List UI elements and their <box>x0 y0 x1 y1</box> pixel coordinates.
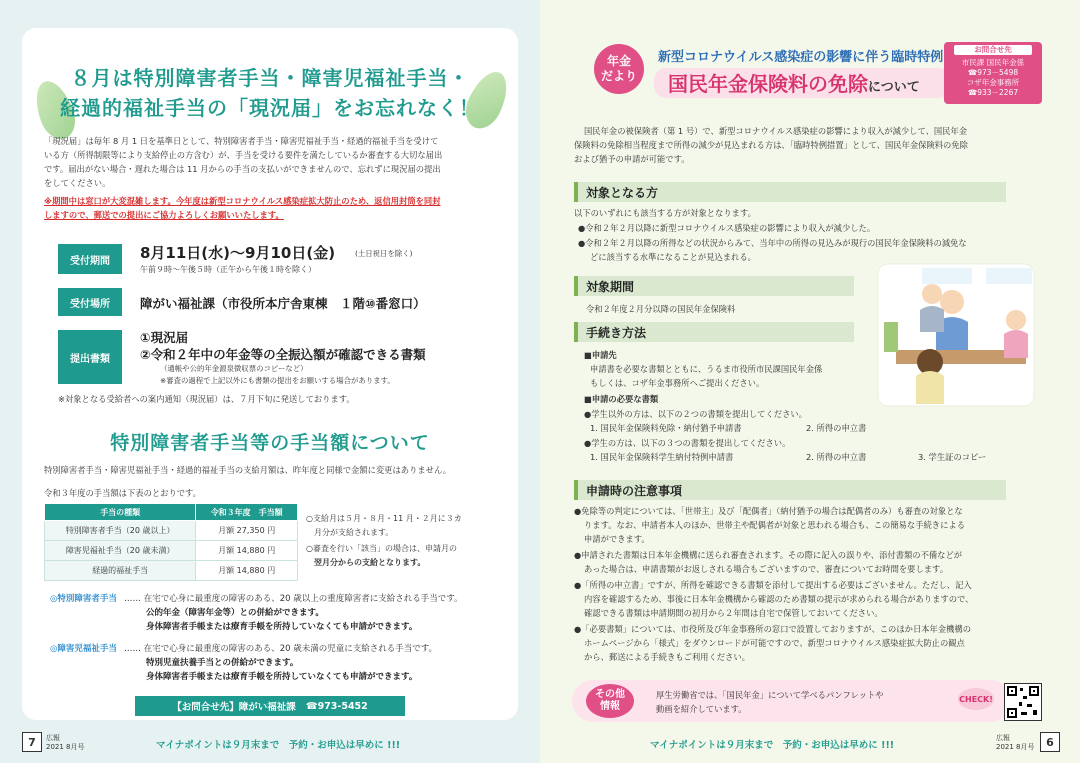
sec4-line: ●申請された書類は日本年金機構に送られ審査されます。その際に記入の誤りや、添付書類の不備などが <box>574 550 963 560</box>
table-cell: 月額 14,880 円 <box>196 541 298 561</box>
sec3-item: 2. 所得の申立書 <box>806 452 867 462</box>
pay-note: 翌月分からの支給となります。 <box>314 558 426 567</box>
sec4-line: ●「所得の申立書」ですが、所得を確認できる書類を添付して提出する必要はございません。ただし、記入 <box>574 580 972 590</box>
qr-code-icon[interactable] <box>1004 683 1042 721</box>
sec4-line: あった場合は、申請書類がお返しされる場合もございますので、審査についてお時間を要します。 <box>584 564 948 574</box>
table-cell: 月額 14,880 円 <box>196 561 298 581</box>
intro-line: 保険料の免除相当程度まで所得の減少が見込まれる方は、「臨時特例措置」として、国民年金保険料の免除 <box>574 140 968 150</box>
intro-line: 「現況届」は毎年 8 月 1 日を基準日として、特別障害者手当・障害児福祉手当・経過的福祉手当を受けて <box>44 136 439 146</box>
table-header: 手当の種類 <box>45 504 196 521</box>
pay-note: ○審査を行い「該当」の場合は、申請月の <box>306 544 457 553</box>
period-hours: 午前９時～午後５時（正午から午後１時を除く） <box>140 265 316 274</box>
place-value: 障がい福祉課（市役所本庁舎東棟 １階⑩番窓口） <box>140 296 426 311</box>
sec2-text: 令和２年度２月分以降の国民年金保険料 <box>586 304 736 314</box>
other-info-text: 動画を紹介しています。 <box>656 704 747 714</box>
sec3-item: 3. 学生証のコピー <box>918 452 987 462</box>
sec4-line: ります。なお、申請者本人のほか、世帯主や配偶者が対象と思われる場合も、この簡易な手続きによる <box>584 520 965 530</box>
mail-note: ※対象となる受給者への案内通知（現況届）は、７月下旬に発送しております。 <box>58 394 355 404</box>
def-line: …… 在宅で心身に最重度の障害のある、20 歳以上の重度障害者に支給される手当です。 <box>124 594 463 604</box>
sec3-heading: ■申請の必要な書類 <box>584 394 659 404</box>
period-note: (土日祝日を除く) <box>355 249 413 258</box>
sec3-bullet: ●学生以外の方は、以下の２つの書類を提出してください。 <box>584 409 807 419</box>
intro-line: いる方（所得制限等により支給停止の方含む）が、手当を受ける要件を満たしているか審査する大切な届出 <box>44 150 443 160</box>
sec4-line: 申請ができます。 <box>584 534 650 544</box>
sec4-line: ホームページから「様式」をダウンロードが可能ですので、新型コロナウイルス感染症拡大防止の観点 <box>584 638 965 648</box>
left-title-line1: ８月は特別障害者手当・障害児福祉手当・ <box>70 66 470 90</box>
pay-note: 月分が支給されます。 <box>314 528 394 537</box>
table-row <box>45 541 298 561</box>
amount-title: 特別障害者手当等の手当額について <box>110 432 430 454</box>
section-heading: 申請時の注意事項 <box>574 480 1006 500</box>
sec4-line: から、郵送による手続きもご利用ください。 <box>584 652 750 662</box>
amount-intro: 特別障害者手当・障害児福祉手当・経過的福祉手当の支給月額は、昨年度と同様で金額に変更はありません。 <box>44 465 452 475</box>
notice-line: しますので、郵送での提出にご協力よろしくお願いいたします。 <box>44 210 284 220</box>
sec4-line: 内容を確認するため、事後に日本年金機構から確認のため書類の提示が求められる場合がありますので、 <box>584 594 974 604</box>
doc-item: ②令和２年中の年金等の全振込額が確認できる書類 <box>140 347 426 362</box>
left-title-line2: 経過的福祉手当の「現況届」をお忘れなく！ <box>60 96 480 120</box>
doc-item: ①現況届 <box>140 330 189 345</box>
sec4-line: ●「必要書類」については、市役所及び年金事務所の窓口で設置しておりますが、このほか日本年金機構の <box>574 624 972 634</box>
pay-note: ○支給月は５月・８月・11 月・２月に３カ <box>306 514 462 523</box>
section-heading: 対象期間 <box>574 276 854 296</box>
contact-tel: ☎973-5452 <box>305 700 368 712</box>
table-cell: 月額 27,350 円 <box>196 521 298 541</box>
check-icon: CHECK! <box>958 688 994 710</box>
intro-line: です。届出がない場合・遅れた場合は 11 月からの手当の支払いができませんので、忘れずに現況届の提出 <box>44 164 441 174</box>
sec4-line: ●免除等の判定については、「世帯主」及び「配偶者」（納付猶予の場合は配偶者のみ）も審査の対象とな <box>574 506 963 516</box>
def-line: …… 在宅で心身に最重度の障害のある、20 歳未満の児童に支給される手当です。 <box>124 644 438 654</box>
sec1-bullet: ●令和２年２月以降に新型コロナウイルス感染症の影響により収入が減少した。 <box>578 223 876 233</box>
table-cell: 障害児福祉手当（20 歳未満） <box>45 541 196 561</box>
koho-label: 広報 2021 8月号 <box>46 734 85 751</box>
place-label: 受付場所 <box>58 288 122 316</box>
def-line: 身体障害者手帳または療育手帳を所持していなくても申請ができます。 <box>146 672 418 682</box>
amount-table <box>44 503 298 581</box>
contact-box: お問合せ先 市民課 国民年金係 ☎973－5498 コザ年金事務所 ☎933－2267 <box>944 42 1042 104</box>
other-info-badge: その他 情報 <box>586 684 634 718</box>
koho-label: 広報 2021 8月号 <box>996 734 1035 751</box>
office-illustration-icon <box>876 262 1036 408</box>
amount-sub: 令和３年度の手当額は下表のとおりです。 <box>44 488 201 498</box>
table-cell: 経過的福祉手当 <box>45 561 196 581</box>
period-label: 受付期間 <box>58 244 122 274</box>
def-head-special: ◎特別障害者手当 <box>50 594 117 604</box>
sec1-bullet: ●令和２年２月以降の所得などの状況からみて、当年中の所得の見込みが現行の国民年金保険料の減免な <box>578 238 967 248</box>
table-header: 令和３年度 手当額 <box>196 504 298 521</box>
footer-text: マイナポイントは９月末まで 予約・お申込は早めに !!! <box>650 740 895 751</box>
notice-line: ※期間中は窓口が大変混雑します。今年度は新型コロナウイルス感染症拡大防止のため、返信用封筒を同封 <box>44 196 441 206</box>
contact-bar <box>135 696 405 716</box>
sec3-heading: ■申請先 <box>584 350 617 360</box>
period-value: 8月11日(水)～9月10日(金) <box>140 244 336 262</box>
section-heading: 対象となる方 <box>574 182 1006 202</box>
intro-line: をしてください。 <box>44 178 111 188</box>
contact-label: 【お問合せ先】障がい福祉課 <box>172 702 296 713</box>
table-row <box>45 521 298 541</box>
doc-note: （通帳や公的年金源泉徴収票のコピーなど） <box>160 364 308 373</box>
header-subtitle: 新型コロナウイルス感染症の影響に伴う臨時特例 <box>658 50 944 65</box>
sec4-line: 確認できる書類は申請期間の初月から２年間は自宅で保管しておいてください。 <box>584 608 883 618</box>
sec1-lead: 以下のいずれにも該当する方が対象となります。 <box>574 208 756 218</box>
def-line: 身体障害者手帳または療育手帳を所持していなくても申請ができます。 <box>146 622 418 632</box>
sec3-item: 1. 国民年金保険料学生納付特例申請書 <box>590 452 734 462</box>
table-cell: 特別障害者手当（20 歳以上） <box>45 521 196 541</box>
header-band <box>578 30 1042 106</box>
def-line: 特別児童扶養手当との併給ができます。 <box>146 658 299 668</box>
def-head-child: ◎障害児福祉手当 <box>50 644 117 654</box>
docs-label: 提出書類 <box>58 330 122 384</box>
sec3-text: 申請書を必要な書類とともに、うるま市役所市民課国民年金係 <box>590 364 823 374</box>
doc-note: ※審査の過程で上記以外にも書類の提出をお願いする場合があります。 <box>160 376 395 385</box>
def-line: 公的年金（障害年金等）との併給ができます。 <box>146 608 324 618</box>
sec3-text: もしくは、コザ年金事務所へご提出ください。 <box>590 378 765 388</box>
section-heading: 手続き方法 <box>574 322 854 342</box>
sec3-item: 1. 国民年金保険料免除・納付猶予申請書 <box>590 423 742 433</box>
sec1-bullet: どに該当する水準になることが見込まれる。 <box>590 252 756 262</box>
page-number: 6 <box>1040 732 1060 752</box>
sec3-bullet: ●学生の方は、以下の３つの書類を提出してください。 <box>584 438 791 448</box>
sec3-item: 2. 所得の申立書 <box>806 423 867 433</box>
footer-text: マイナポイントは９月末まで 予約・お申込は早めに !!! <box>156 740 401 751</box>
intro-line: 国民年金の被保険者（第 1 号）で、新型コロナウイルス感染症の影響により収入が減少して、国民年金 <box>584 126 968 136</box>
pension-badge: 年金 だより <box>594 44 644 94</box>
intro-line: および猶予の申請が可能です。 <box>574 154 690 164</box>
page-number: 7 <box>22 732 42 752</box>
table-row <box>45 561 298 581</box>
other-info-text: 厚生労働省では、「国民年金」について学べるパンフレットや <box>656 690 884 700</box>
main-title: 国民年金保険料の免除について <box>668 72 920 96</box>
